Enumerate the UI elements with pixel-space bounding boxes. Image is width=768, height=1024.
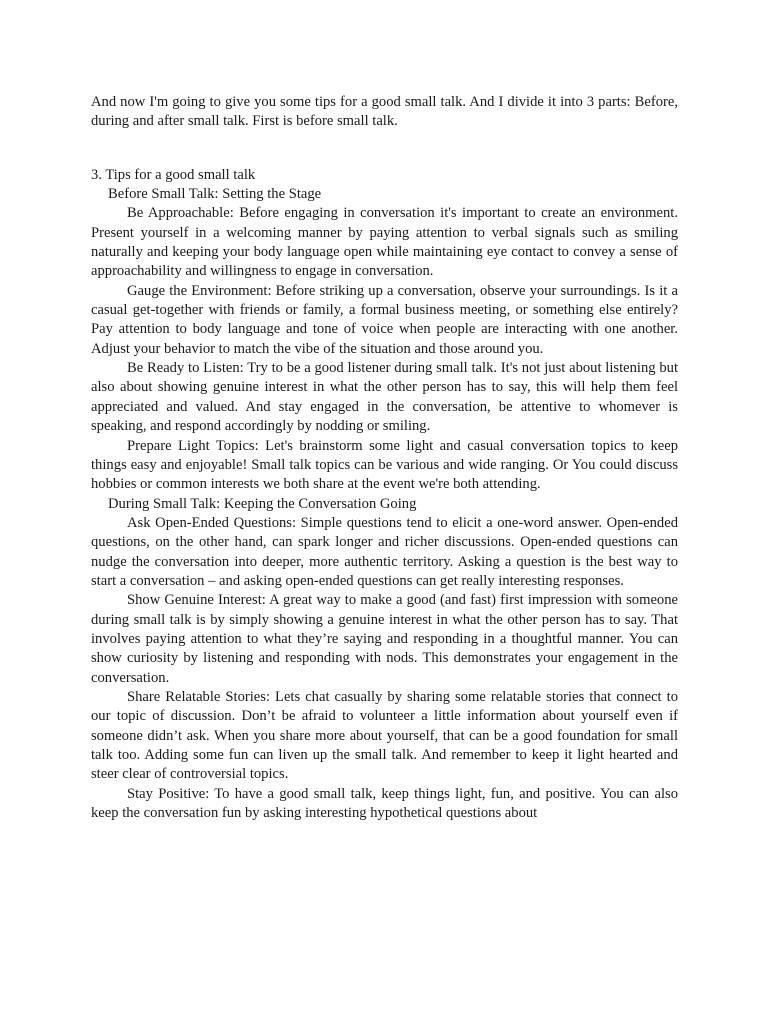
tip-share-relatable-stories: Share Relatable Stories: Lets chat casually by sharing some relatable stories that connect to our topic of discussion. Don’t be afraid to volunteer a little information about yourself even if someone didn’t ask. When you share more about yourself, that can be a good foundation for small talk too. Adding some fun can liven up the small talk. And remember to keep it light hearted and steer clear of controversial topics.	[91, 688, 678, 783]
tip-ask-open-ended-questions: Ask Open-Ended Questions: Simple questions tend to elicit a one-word answer. Open-ended questions, on the other hand, can spark longer and richer discussions. Open-ended questions can nudge the conversation into deeper, more authentic territory. Asking a question is the best way to start a conversation – and asking open-ended questions can get really interesting responses.	[91, 514, 678, 589]
tip-stay-positive: Stay Positive: To have a good small talk, keep things light, fun, and positive. You can also keep the conversation fun by asking interesting hypothetical questions about	[91, 785, 678, 822]
intro-paragraph: And now I'm going to give you some tips for a good small talk. And I divide it into 3 parts: Before, during and after small talk. First is before small talk.	[91, 94, 678, 130]
tip-show-genuine-interest: Show Genuine Interest: A great way to make a good (and fast) first impression with someone during small talk is by simply showing a genuine interest in what the other person has to say. That involves paying attention to what they’re saying and responding in a thoughtful manner. You can show curiosity by listening and responding with nods. This demonstrates your engagement in the conversation.	[91, 592, 678, 686]
section-title: 3. Tips for a good small talk	[91, 166, 256, 183]
tip-gauge-environment: Gauge the Environment: Before striking up a conversation, observe your surroundings. Is it a casual get-together with friends or family, a formal business meeting, or something else entirely? Pay attention to body language and tone of voice when people are interacting with one another. Adjust your behavior to match the vibe of the situation and those around you.	[91, 282, 678, 357]
subheading-during-small-talk: During Small Talk: Keeping the Conversation Going	[108, 495, 417, 512]
tip-be-approachable: Be Approachable: Before engaging in conversation it's important to create an environment. Present yourself in a welcoming manner by paying attention to verbal signals such as smiling naturally and keeping your body language open while maintaining eye contact to convey a sense of approachability and willingness to engage in conversation.	[91, 205, 678, 280]
subheading-before-small-talk: Before Small Talk: Setting the Stage	[108, 186, 322, 203]
tip-be-ready-to-listen: Be Ready to Listen: Try to be a good listener during small talk. It's not just about listening but also about showing genuine interest in what the other person has to say, this will help them feel appreciated and valued. And stay engaged in the conversation, be attentive to whomever is speaking, and respond accordingly by nodding or smiling.	[91, 360, 678, 435]
tip-prepare-light-topics: Prepare Light Topics: Let's brainstorm some light and casual conversation topics to keep things easy and enjoyable! Small talk topics can be various and wide ranging. Or You could discuss hobbies or common interests we both share at the event we're both attending.	[91, 437, 678, 493]
document-body	[91, 93, 678, 823]
